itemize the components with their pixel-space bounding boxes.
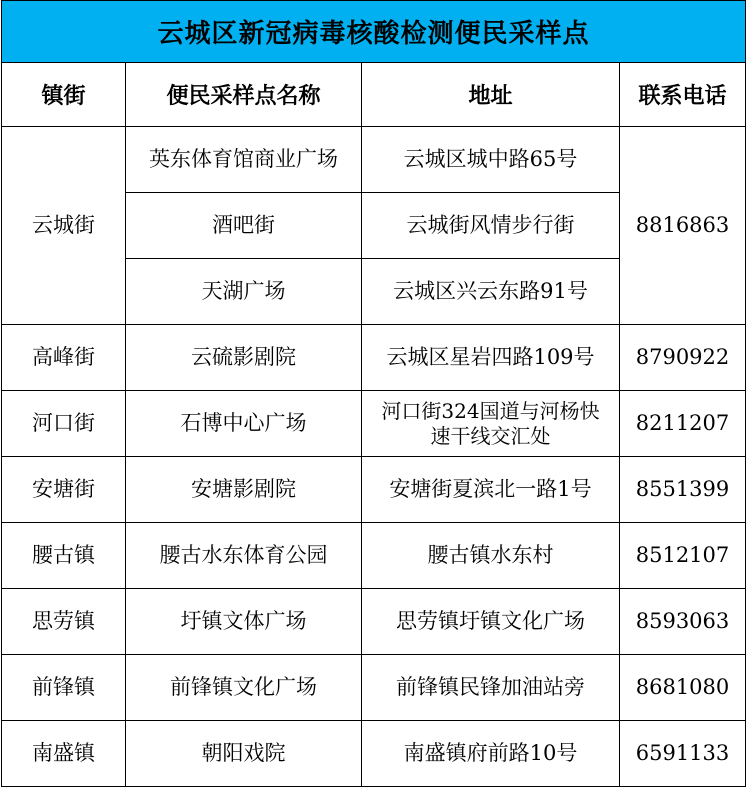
sampling-sites-table — [1, 0, 746, 787]
site-name-cell: 前锋镇文化广场 — [126, 655, 362, 721]
site-name-cell: 安塘影剧院 — [126, 457, 362, 523]
address-cell: 云城区星岩四路109号 — [362, 325, 620, 391]
address-cell: 腰古镇水东村 — [362, 523, 620, 589]
street-cell: 思劳镇 — [2, 589, 126, 655]
address-cell: 南盛镇府前路10号 — [362, 721, 620, 787]
table-row — [2, 721, 746, 787]
address-cell: 云城街风情步行街 — [362, 193, 620, 259]
street-cell: 河口街 — [2, 391, 126, 457]
header-phone: 联系电话 — [620, 63, 746, 127]
phone-cell: 8790922 — [620, 325, 746, 391]
phone-cell: 6591133 — [620, 721, 746, 787]
table-row — [2, 523, 746, 589]
table-row — [2, 391, 746, 457]
street-cell: 前锋镇 — [2, 655, 126, 721]
table-row — [2, 127, 746, 193]
site-name-cell: 云硫影剧院 — [126, 325, 362, 391]
table-row — [2, 589, 746, 655]
site-name-cell: 石博中心广场 — [126, 391, 362, 457]
street-cell: 安塘街 — [2, 457, 126, 523]
phone-cell: 8512107 — [620, 523, 746, 589]
address-cell: 前锋镇民锋加油站旁 — [362, 655, 620, 721]
street-cell: 高峰街 — [2, 325, 126, 391]
site-name-cell: 圩镇文体广场 — [126, 589, 362, 655]
address-cell: 安塘街夏滨北一路1号 — [362, 457, 620, 523]
address-cell: 云城区城中路65号 — [362, 127, 620, 193]
phone-cell: 8211207 — [620, 391, 746, 457]
table-title: 云城区新冠病毒核酸检测便民采样点 — [2, 1, 746, 63]
site-name-cell: 天湖广场 — [126, 259, 362, 325]
phone-cell: 8593063 — [620, 589, 746, 655]
header-site-name: 便民采样点名称 — [126, 63, 362, 127]
street-cell: 腰古镇 — [2, 523, 126, 589]
table-row — [2, 325, 746, 391]
header-street: 镇街 — [2, 63, 126, 127]
phone-cell: 8681080 — [620, 655, 746, 721]
address-cell: 河口街324国道与河杨快速干线交汇处 — [362, 391, 620, 457]
site-name-cell: 英东体育馆商业广场 — [126, 127, 362, 193]
site-name-cell: 腰古水东体育公园 — [126, 523, 362, 589]
phone-cell: 8551399 — [620, 457, 746, 523]
table-row — [2, 457, 746, 523]
street-cell: 云城街 — [2, 127, 126, 325]
site-name-cell: 朝阳戏院 — [126, 721, 362, 787]
header-address: 地址 — [362, 63, 620, 127]
address-cell: 思劳镇圩镇文化广场 — [362, 589, 620, 655]
site-name-cell: 酒吧街 — [126, 193, 362, 259]
phone-cell: 8816863 — [620, 127, 746, 325]
table-row — [2, 655, 746, 721]
address-cell: 云城区兴云东路91号 — [362, 259, 620, 325]
street-cell: 南盛镇 — [2, 721, 126, 787]
